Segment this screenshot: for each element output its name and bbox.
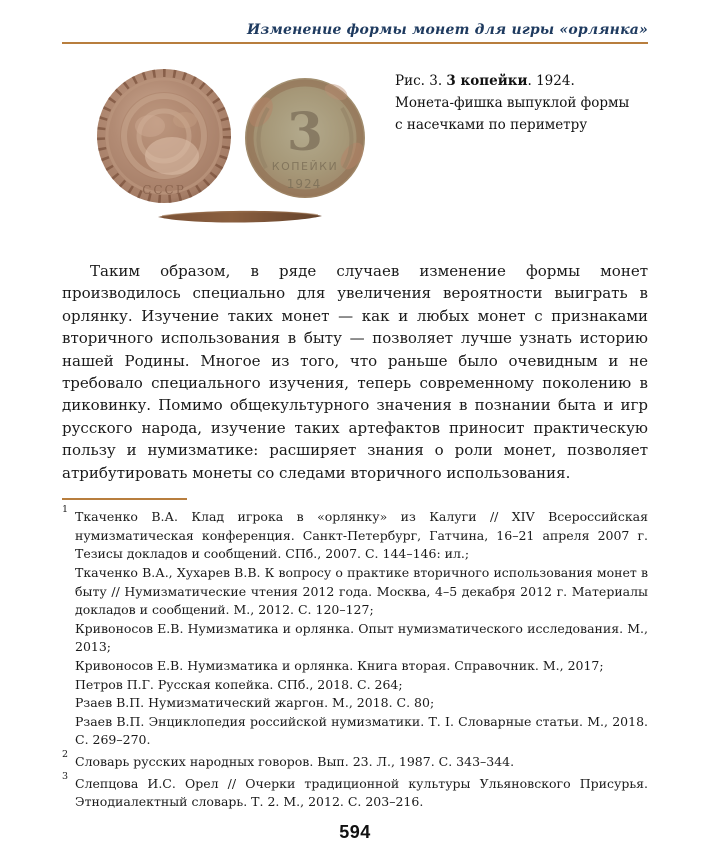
caption-year: . 1924. xyxy=(527,73,575,89)
footnote-1 xyxy=(62,505,648,750)
footnote-2 xyxy=(62,750,648,772)
footnote-entry: Кривоносов Е.В. Нумизматика и орлянка. Книга вторая. Справочник. М., 2017; xyxy=(75,657,604,673)
footnote-entry: Петров П.Г. Русская копейка. СПб., 2018. С. 264; xyxy=(75,676,403,692)
coin-edge-view xyxy=(158,211,322,223)
header-rule xyxy=(62,42,648,44)
footnotes-block xyxy=(62,505,648,812)
caption-line-3: с насечками по периметру xyxy=(395,117,588,133)
footnote-marker: 2 xyxy=(62,748,69,760)
running-header-title: Изменение формы монет для игры «орлянка» xyxy=(246,22,648,38)
footnote-marker: 1 xyxy=(62,504,69,516)
footnote-entry: Кривоносов Е.В. Нумизматика и орлянка. Опыт нумизматического исследования. М., 2013; xyxy=(75,620,648,655)
footnote-entry xyxy=(62,770,648,812)
footnote-entry: Рзаев В.П. Энциклопедия российской нумизматики. Т. I. Словарные статьи. М., 2018. С. 269–270. xyxy=(75,713,648,748)
footnote-entry xyxy=(62,748,648,772)
reverse-value-text: 3 xyxy=(286,102,324,163)
footnote-text: Ткаченко В.А. Клад игрока в «орлянку» из Калуги // XIV Всероссийская нумизматическая конференция. Санкт-Петербург, Гатчина, 16–21 апреля 2007 г. Тезисы докладов и сообщений. СПб., 2007. С. 144–146: ил.; xyxy=(75,509,648,562)
footnote-marker: 3 xyxy=(62,770,69,782)
caption-denomination: 3 копейки xyxy=(446,73,528,89)
footnote-entry xyxy=(62,504,648,564)
body-paragraph: Таким образом, в ряде случаев изменение формы монет производилось специально для увеличения вероятности выиграть в орлянку. Изучение таких монет — как и любых монет с признаками вторичного использования в быту — позволяет лучше узнать историю нашей Родины. Многое из того, что раньше было очевидным и не требовало специального изучения, теперь современному поколению в диковинку. Помимо общекультурного значения в познании быта и игр русского народа, изучение таких артефактов приносит практическую пользу и нумизматике: расширяет знания о роли монет, позволяет атрибутировать монеты со следами вторичного использования. xyxy=(62,262,648,482)
footnote-separator xyxy=(62,498,187,500)
footnote-3 xyxy=(62,772,648,812)
obverse-legend-text: СССР xyxy=(142,183,186,197)
reverse-year-text: 1924 xyxy=(286,177,322,191)
caption-line-1 xyxy=(395,70,629,92)
running-header xyxy=(62,22,648,42)
caption-line-2: Монета-фишка выпуклой формы xyxy=(395,95,630,111)
coin-obverse xyxy=(97,69,231,203)
footnote-entry: Ткаченко В.А., Хухарев В.В. К вопросу о практике вторичного использования монет в быту // Нумизматические чтения 2012 года. Москва, 4–5 декабря 2012 г. Материалы докладов и сообщений. М., 2012. С. 120–127; xyxy=(75,565,648,618)
figure-coins xyxy=(62,60,648,246)
caption-prefix: Рис. 3. xyxy=(395,73,443,89)
coins-photo xyxy=(90,60,390,246)
coin-reverse xyxy=(244,78,368,198)
footnote-text: Слепцова И.С. Орел // Очерки традиционной культуры Ульяновского Присурья. Этнодиалектный словарь. Т. 2. М., 2012. С. 203–216. xyxy=(75,775,648,810)
footnote-text: Словарь русских народных говоров. Вып. 23. Л., 1987. С. 343–344. xyxy=(75,754,515,770)
reverse-unit-text: КОПЕЙКИ xyxy=(271,160,339,173)
page-number: 594 xyxy=(339,822,371,843)
footnote-entry: Рзаев В.П. Нумизматический жаргон. М., 2018. С. 80; xyxy=(75,695,435,711)
figure-caption xyxy=(395,70,629,136)
